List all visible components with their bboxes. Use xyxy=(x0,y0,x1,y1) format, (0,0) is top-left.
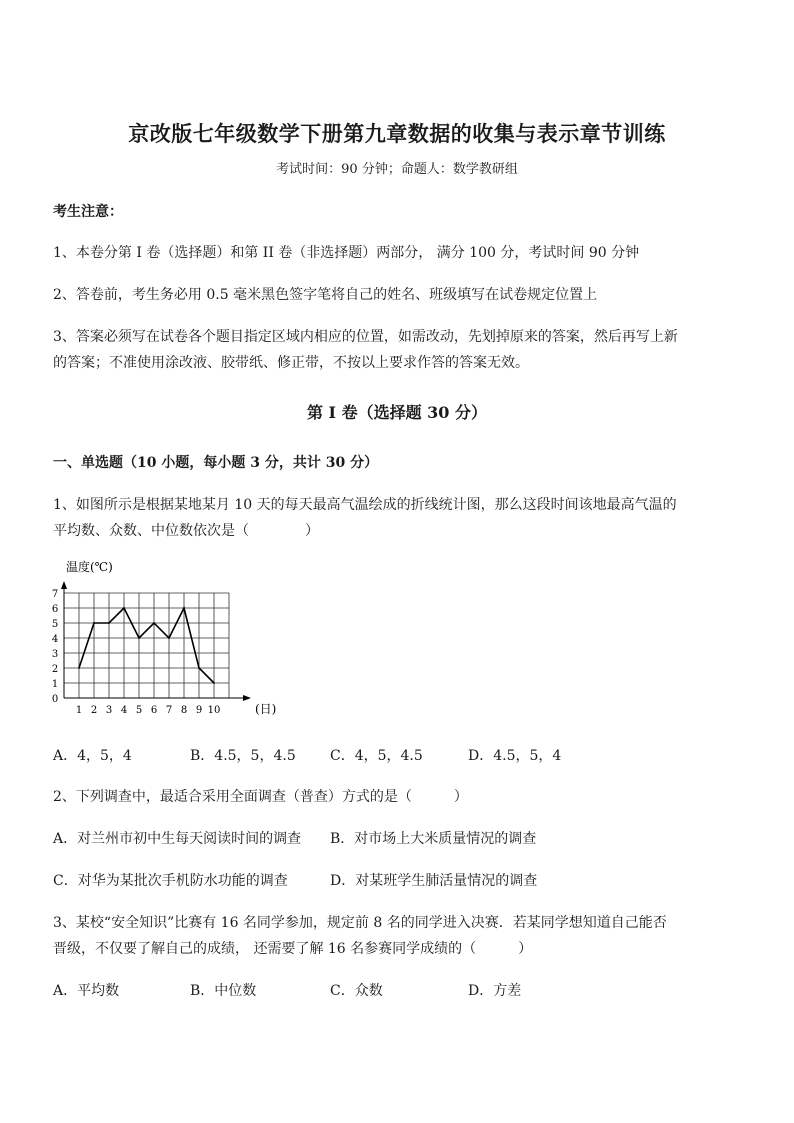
q3-option-d[interactable]: D．方差 xyxy=(468,983,522,999)
q3-stem-line-2: 晋级，不仅要了解自己的成绩， 还需要了解 16 名参赛同学成绩的（ ） xyxy=(53,941,533,957)
q2-option-b[interactable]: B．对市场上大米质量情况的调查 xyxy=(330,831,537,847)
y-tick-label: 4 xyxy=(51,634,59,645)
y-tick-label: 2 xyxy=(51,664,59,675)
q1-option-b[interactable]: B．4.5，5，4.5 xyxy=(190,748,296,764)
data-point xyxy=(123,607,125,609)
x-axis-arrow xyxy=(243,695,251,701)
q1-option-d[interactable]: D．4.5，5，4 xyxy=(468,748,562,764)
y-tick-label: 5 xyxy=(51,619,59,630)
q3-stem-line-1: 3、某校“安全知识”比赛有 16 名同学参加，规定前 8 名的同学进入决赛．若某同学想知道自己能否 xyxy=(53,915,667,931)
q3-option-c[interactable]: C．众数 xyxy=(330,983,383,999)
data-point xyxy=(183,607,185,609)
data-point xyxy=(93,622,95,624)
data-point xyxy=(198,667,200,669)
notice-item-2: 2、答卷前，考生务必用 0.5 毫米黑色签字笔将自己的姓名、班级填写在试卷规定位置上 xyxy=(53,287,598,303)
y-tick-label: 7 xyxy=(51,589,59,600)
y-tick-label: 6 xyxy=(51,604,59,615)
data-point xyxy=(138,637,140,639)
q1-option-a[interactable]: A．4，5，4 xyxy=(53,748,132,764)
document-subtitle: 考试时间：90 分钟；命题人：数学教研组 xyxy=(276,162,518,177)
notice-item-3-line-2: 的答案；不准使用涂改液、胶带纸、修正带，不按以上要求作答的答案无效。 xyxy=(53,355,529,371)
x-tick-label: 5 xyxy=(135,705,143,716)
notice-item-3-line-1: 3、答案必须写在试卷各个题目指定区域内相应的位置，如需改动，先划掉原来的答案，然后再写上新 xyxy=(53,329,678,345)
data-point xyxy=(213,682,215,684)
y-axis-arrow xyxy=(61,581,67,589)
q2-option-c[interactable]: C．对华为某批次手机防水功能的调查 xyxy=(53,873,288,889)
part-heading: 一、单选题（10 小题，每小题 3 分，共计 30 分） xyxy=(53,455,379,471)
y-tick-label: 0 xyxy=(51,694,59,705)
q1-stem-line-2: 平均数、众数、中位数依次是（ ） xyxy=(53,523,319,539)
notice-heading: 考生注意： xyxy=(53,204,123,220)
document-title: 京改版七年级数学下册第九章数据的收集与表示章节训练 xyxy=(128,121,666,146)
data-point xyxy=(153,622,155,624)
section-title: 第 I 卷（选择题 30 分） xyxy=(306,403,488,422)
series-line xyxy=(79,608,214,683)
x-tick-label: 10 xyxy=(207,705,221,716)
y-axis-label: 温度(℃) xyxy=(66,560,113,574)
q1-stem-line-1: 1、如图所示是根据某地某月 10 天的每天最高气温绘成的折线统计图，那么这段时间该地最高气温的 xyxy=(53,497,677,513)
notice-item-1: 1、本卷分第 I 卷（选择题）和第 II 卷（非选择题）两部分， 满分 100 分，考试时间 90 分钟 xyxy=(53,245,640,261)
x-tick-label: 4 xyxy=(120,705,128,716)
y-tick-label: 1 xyxy=(51,679,59,690)
q1-option-c[interactable]: C．4，5，4.5 xyxy=(330,748,423,764)
q3-option-b[interactable]: B．中位数 xyxy=(190,983,257,999)
x-tick-label: 6 xyxy=(150,705,158,716)
x-tick-label: 9 xyxy=(195,705,203,716)
x-tick-label: 8 xyxy=(180,705,188,716)
q2-option-d[interactable]: D．对某班学生肺活量情况的调查 xyxy=(330,873,538,889)
temperature-line-chart xyxy=(50,555,290,725)
y-tick-label: 3 xyxy=(51,649,59,660)
data-point xyxy=(78,667,80,669)
q3-option-a[interactable]: A．平均数 xyxy=(53,983,120,999)
data-point xyxy=(168,637,170,639)
q2-stem: 2、下列调查中，最适合采用全面调查（普查）方式的是（ ） xyxy=(53,789,468,805)
x-tick-label: 2 xyxy=(90,705,98,716)
x-tick-label: 1 xyxy=(75,705,83,716)
x-axis-label: (日) xyxy=(255,702,277,716)
q2-option-a[interactable]: A．对兰州市初中生每天阅读时间的调查 xyxy=(53,831,302,847)
data-point xyxy=(108,622,110,624)
x-tick-label: 7 xyxy=(165,705,173,716)
x-tick-label: 3 xyxy=(105,705,113,716)
